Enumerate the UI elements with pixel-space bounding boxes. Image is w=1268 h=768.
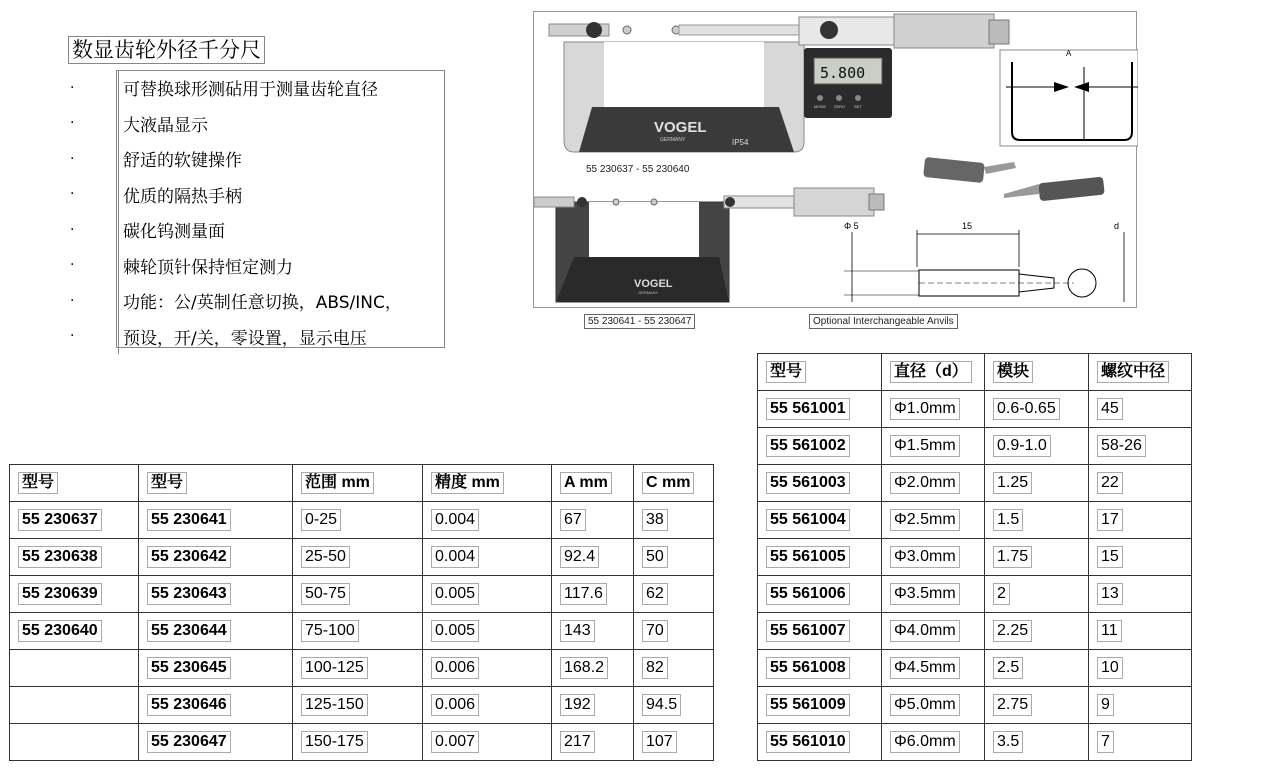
cell-accuracy: 0.006: [431, 694, 479, 716]
bullet-icon: ·: [70, 292, 75, 309]
cell-model-b: 55 230646: [147, 694, 231, 716]
feature-text: 优质的隔热手柄: [118, 177, 445, 213]
feature-item: [70, 248, 445, 284]
feature-text: 大液晶显示: [118, 106, 445, 142]
cell-model-b: 55 230643: [147, 583, 231, 605]
bullet-icon: ·: [70, 328, 75, 345]
cell-pitch: 9: [1097, 694, 1114, 716]
feature-text: 棘轮顶针保持恒定测力: [118, 248, 445, 284]
cell-module: 1.5: [993, 509, 1023, 531]
cell-model-a: 55 230640: [18, 620, 102, 642]
feature-item: [70, 70, 445, 106]
cell-module: 0.6-0.65: [993, 398, 1060, 420]
table-row: [758, 539, 1192, 576]
micrometer-illustration: [534, 12, 1138, 309]
cell-module: 2.5: [993, 657, 1023, 679]
cell-diameter: Φ4.5mm: [890, 657, 960, 679]
feature-item: [70, 141, 445, 177]
header-accuracy: 精度 mm: [431, 472, 504, 494]
table-row: [758, 576, 1192, 613]
cell-model: 55 561009: [766, 694, 850, 716]
cell-c: 94.5: [642, 694, 681, 716]
cell-diameter: Φ1.5mm: [890, 435, 960, 457]
cell-diameter: Φ2.0mm: [890, 472, 960, 494]
cell-pitch: 7: [1097, 731, 1114, 753]
cell-range: 125-150: [301, 694, 368, 716]
feature-text: 碳化钨测量面: [118, 212, 445, 248]
table-row: [758, 428, 1192, 465]
cell-model-b: 55 230647: [147, 731, 231, 753]
table-row: [10, 576, 714, 613]
cell-c: 62: [642, 583, 668, 605]
cell-a: 92.4: [560, 546, 599, 568]
bullet-icon: ·: [70, 257, 75, 274]
cell-model-b: 55 230645: [147, 657, 231, 679]
header-module: 模块: [993, 361, 1033, 383]
button-mode-label: MODE: [814, 104, 826, 109]
feature-text: 预设，开/关，零设置，显示电压: [118, 319, 445, 355]
cell-a: 117.6: [560, 583, 607, 605]
button-set-label: SET: [854, 104, 862, 109]
brand-sub-bottom: GERMANY: [638, 290, 659, 295]
cell-model-a: 55 230638: [18, 546, 102, 568]
header-model-b: 型号: [147, 472, 187, 494]
cell-pitch: 10: [1097, 657, 1123, 679]
header-model: 型号: [766, 361, 806, 383]
cell-model: 55 561001: [766, 398, 850, 420]
button-zero-label: ZERO: [834, 104, 846, 109]
cell-accuracy: 0.004: [431, 546, 479, 568]
cell-diameter: Φ3.0mm: [890, 546, 960, 568]
cell-model-b: 55 230644: [147, 620, 231, 642]
brand-logo-bottom: VOGEL: [634, 278, 673, 290]
cell-module: 2.25: [993, 620, 1032, 642]
cell-c: 38: [642, 509, 668, 531]
feature-text: 可替换球形测砧用于测量齿轮直径: [118, 70, 445, 106]
product-photo-panel: [533, 11, 1137, 327]
cell-module: 1.75: [993, 546, 1032, 568]
cell-model: 55 561004: [766, 509, 850, 531]
model-range-caption-bottom: 55 230641 - 55 230647: [584, 314, 695, 329]
cell-pitch: 17: [1097, 509, 1123, 531]
cell-pitch: 45: [1097, 398, 1123, 420]
cell-range: 0-25: [301, 509, 341, 531]
feature-item: [70, 283, 445, 319]
cell-range: 100-125: [301, 657, 368, 679]
cell-module: 0.9-1.0: [993, 435, 1051, 457]
cell-a: 143: [560, 620, 595, 642]
micrometer-spec-table: [9, 464, 714, 761]
cell-model-b: 55 230642: [147, 546, 231, 568]
bullet-icon: ·: [70, 115, 75, 132]
dim-15-label: 15: [962, 221, 973, 231]
cell-c: 107: [642, 731, 677, 753]
table-row: [758, 391, 1192, 428]
lcd-value: 5.800: [820, 64, 866, 82]
header-model-a: 型号: [18, 472, 58, 494]
table-row: [758, 650, 1192, 687]
cell-diameter: Φ1.0mm: [890, 398, 960, 420]
brand-logo-top: VOGEL: [654, 119, 707, 136]
feature-text: 功能：公/英制任意切换，ABS/INC，: [118, 283, 445, 319]
cell-range: 25-50: [301, 546, 350, 568]
bullet-icon: ·: [70, 221, 75, 238]
anvils-caption: Optional Interchangeable Anvils: [809, 314, 958, 329]
cell-diameter: Φ6.0mm: [890, 731, 960, 753]
cell-model-b: 55 230641: [147, 509, 231, 531]
cell-diameter: Φ5.0mm: [890, 694, 960, 716]
feature-list: [70, 70, 445, 354]
cell-c: 70: [642, 620, 668, 642]
cell-a: 67: [560, 509, 586, 531]
cell-range: 75-100: [301, 620, 359, 642]
feature-text: 舒适的软键操作: [118, 141, 445, 177]
page-title: 数显齿轮外径千分尺: [68, 36, 265, 64]
model-range-caption-top: 55 230637 - 55 230640: [586, 164, 690, 175]
cell-diameter: Φ2.5mm: [890, 509, 960, 531]
cell-accuracy: 0.005: [431, 583, 479, 605]
ip-rating: IP54: [732, 138, 749, 147]
cell-a: 192: [560, 694, 595, 716]
cell-module: 1.25: [993, 472, 1032, 494]
table-row: [758, 465, 1192, 502]
table-row: [758, 613, 1192, 650]
header-range: 范围 mm: [301, 472, 374, 494]
cell-model: 55 561008: [766, 657, 850, 679]
brand-sub-top: GERMANY: [660, 137, 686, 143]
dim-phi-label: Φ 5: [844, 221, 859, 231]
cell-accuracy: 0.005: [431, 620, 479, 642]
cell-model-a: 55 230639: [18, 583, 102, 605]
cell-module: 2: [993, 583, 1010, 605]
cell-model: 55 561005: [766, 546, 850, 568]
dim-d-label: d: [1114, 221, 1120, 231]
table-row: [10, 613, 714, 650]
table-row: [10, 502, 714, 539]
feature-item: [70, 177, 445, 213]
cell-pitch: 58-26: [1097, 435, 1146, 457]
table-row: [10, 539, 714, 576]
table-row: [10, 724, 714, 761]
cell-pitch: 22: [1097, 472, 1123, 494]
table-row: [10, 687, 714, 724]
cell-c: 50: [642, 546, 668, 568]
table-header-row: [758, 354, 1192, 391]
bullet-icon: ·: [70, 79, 75, 96]
cell-accuracy: 0.006: [431, 657, 479, 679]
feature-item: [70, 319, 445, 355]
table-header-row: [10, 465, 714, 502]
table-row: [758, 687, 1192, 724]
cell-range: 150-175: [301, 731, 368, 753]
cell-pitch: 11: [1097, 620, 1122, 642]
header-a: A mm: [560, 472, 612, 494]
cell-a: 217: [560, 731, 595, 753]
cell-pitch: 15: [1097, 546, 1123, 568]
cell-a: 168.2: [560, 657, 608, 679]
table-row: [758, 724, 1192, 761]
bullet-icon: ·: [70, 186, 75, 203]
cell-accuracy: 0.007: [431, 731, 479, 753]
feature-item: [70, 212, 445, 248]
cell-diameter: Φ4.0mm: [890, 620, 960, 642]
header-c: C mm: [642, 472, 694, 494]
header-diameter: 直径（d）: [890, 361, 972, 383]
anvil-spec-table: [757, 353, 1192, 761]
cell-module: 3.5: [993, 731, 1023, 753]
cell-model: 55 561006: [766, 583, 850, 605]
cell-diameter: Φ3.5mm: [890, 583, 960, 605]
cell-model: 55 561010: [766, 731, 850, 753]
cell-pitch: 13: [1097, 583, 1123, 605]
header-pitch: 螺纹中径: [1097, 361, 1169, 383]
cell-range: 50-75: [301, 583, 350, 605]
dim-a-label: A: [1066, 49, 1072, 58]
bullet-icon: ·: [70, 150, 75, 167]
feature-item: [70, 106, 445, 142]
cell-model: 55 561002: [766, 435, 850, 457]
cell-model: 55 561003: [766, 472, 850, 494]
cell-c: 82: [642, 657, 668, 679]
cell-model-a: 55 230637: [18, 509, 102, 531]
cell-model: 55 561007: [766, 620, 850, 642]
table-row: [758, 502, 1192, 539]
cell-accuracy: 0.004: [431, 509, 479, 531]
table-row: [10, 650, 714, 687]
cell-module: 2.75: [993, 694, 1032, 716]
